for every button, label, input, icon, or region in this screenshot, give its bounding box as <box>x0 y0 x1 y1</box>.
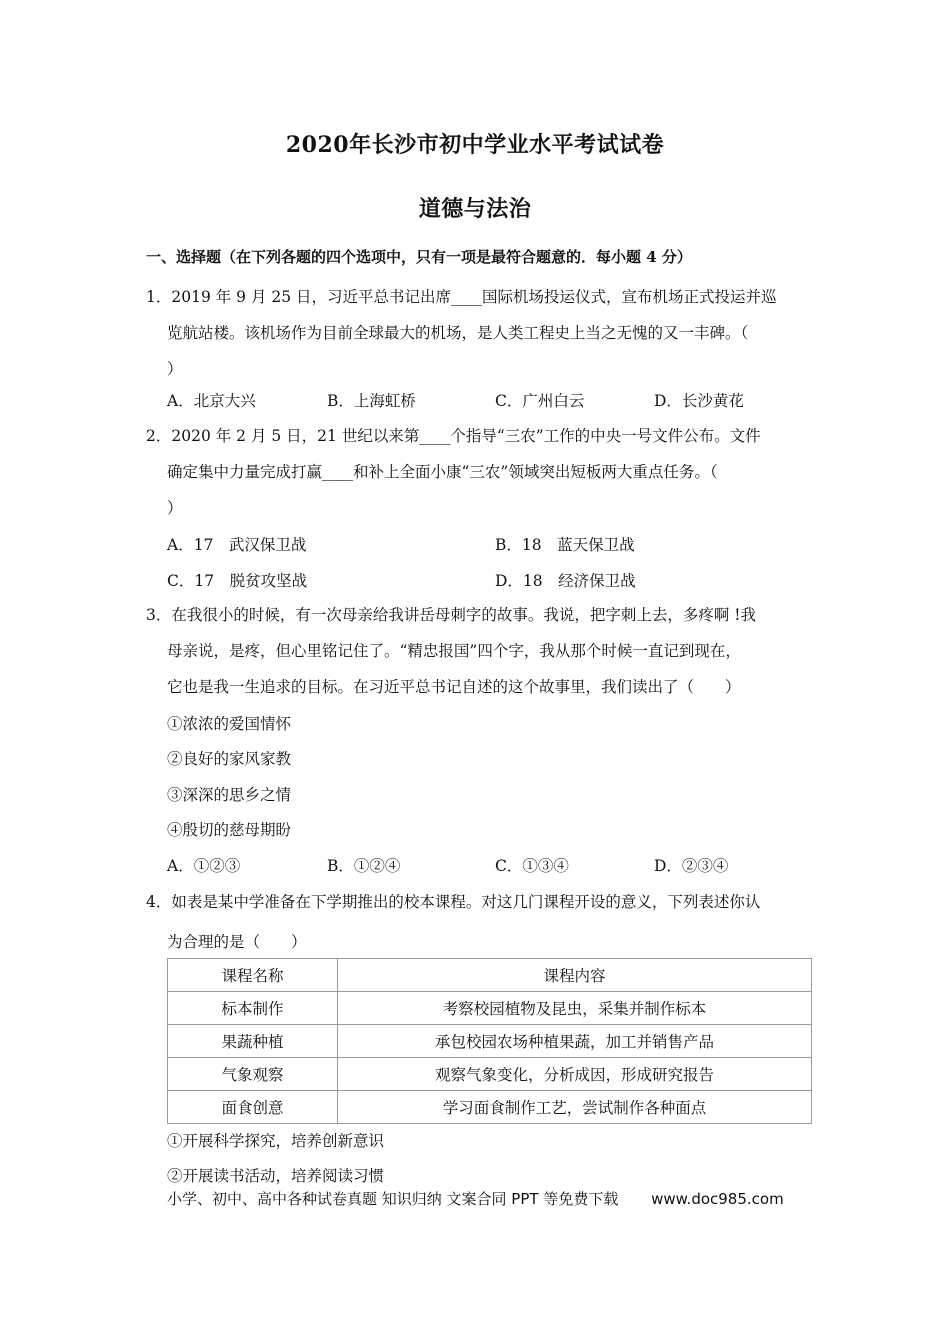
table-cell: 考察校园植物及昆虫，采集并制作标本 <box>338 992 812 1025</box>
option-d[interactable]: D．18 经济保卫战 <box>495 572 636 590</box>
exam-title: 2020年长沙市初中学业水平考试试卷 <box>285 132 665 158</box>
question-text-line: 4．如表是某中学准备在下学期推出的校本课程。对这几门课程开设的意义，下列表述你认 <box>146 893 761 911</box>
question-text-line: 为合理的是（ ） <box>167 933 307 951</box>
option-d[interactable]: D．②③④ <box>654 857 729 875</box>
course-table <box>167 958 812 1124</box>
question-text-line: 母亲说，是疼，但心里铭记住了。“精忠报国”四个字，我从那个时候一直记到现在， <box>167 642 741 660</box>
table-row <box>168 1091 812 1124</box>
question-1 <box>146 279 814 387</box>
statement-1: ①浓浓的爱国情怀 <box>167 715 292 733</box>
option-b[interactable]: B．上海虹桥 <box>327 392 416 410</box>
statement-2: ②良好的家风家教 <box>167 750 292 768</box>
table-header-row <box>168 959 812 992</box>
table-cell: 承包校园农场种植果蔬，加工并销售产品 <box>338 1025 812 1058</box>
question-1-options <box>167 383 817 419</box>
table-cell: 标本制作 <box>168 992 338 1025</box>
question-text-line: 览航站楼。该机场作为目前全球最大的机场，是人类工程史上当之无愧的又一丰碑。（ <box>167 324 749 342</box>
statement-1: ①开展科学探究，培养创新意识 <box>167 1132 385 1150</box>
footer-text: 小学、初中、高中各种试卷真题 知识归纳 文案合同 PPT 等免费下载 <box>167 1190 619 1208</box>
question-3 <box>146 597 814 705</box>
footer-link[interactable]: www.doc985.com <box>651 1190 784 1208</box>
question-text-line: 确定集中力量完成打赢____和补上全面小康“三农”领域突出短板两大重点任务。（ <box>167 463 718 481</box>
option-a[interactable]: A．①②③ <box>167 857 241 875</box>
question-2-options-row-1 <box>167 527 817 563</box>
option-c[interactable]: C．①③④ <box>495 857 569 875</box>
section-heading: 一、选择题（在下列各题的四个选项中，只有一项是最符合题意的．每小题 4 分） <box>146 248 692 266</box>
option-b[interactable]: B．①②④ <box>327 857 401 875</box>
table-cell: 学习面食制作工艺，尝试制作各种面点 <box>338 1091 812 1124</box>
question-4 <box>146 884 814 960</box>
table-cell: 果蔬种植 <box>168 1025 338 1058</box>
question-text-line: ） <box>167 360 183 378</box>
table-row <box>168 1058 812 1091</box>
question-text-line: 它也是我一生追求的目标。在习近平总书记自述的这个故事里，我们读出了（ ） <box>167 678 741 696</box>
option-d[interactable]: D．长沙黄花 <box>654 392 744 410</box>
question-2 <box>146 418 814 526</box>
option-b[interactable]: B．18 蓝天保卫战 <box>495 536 635 554</box>
question-2-options-row-2 <box>167 563 817 599</box>
table-cell: 气象观察 <box>168 1058 338 1091</box>
question-text-line: ） <box>167 499 183 517</box>
question-text-line: 1．2019 年 9 月 25 日，习近平总书记出席____国际机场投运仪式，宣布机场正式投运并巡 <box>146 288 777 306</box>
statement-3: ③深深的思乡之情 <box>167 786 292 804</box>
table-header-cell: 课程内容 <box>338 959 812 992</box>
table-cell: 面食创意 <box>168 1091 338 1124</box>
table-row <box>168 992 812 1025</box>
subject-title: 道德与法治 <box>418 196 532 222</box>
page-footer <box>167 1188 784 1209</box>
option-c[interactable]: C．17 脱贫攻坚战 <box>167 572 308 590</box>
table-cell: 观察气象变化，分析成因，形成研究报告 <box>338 1058 812 1091</box>
question-text-line: 2．2020 年 2 月 5 日，21 世纪以来第____个指导“三农”工作的中央一号文件公布。文件 <box>146 427 761 445</box>
option-c[interactable]: C．广州白云 <box>495 392 585 410</box>
option-a[interactable]: A．17 武汉保卫战 <box>167 536 307 554</box>
table-header-cell: 课程名称 <box>168 959 338 992</box>
statement-4: ④殷切的慈母期盼 <box>167 821 292 839</box>
question-text-line: 3．在我很小的时候，有一次母亲给我讲岳母刺字的故事。我说，把字刺上去，多疼啊 !我 <box>146 606 757 624</box>
option-a[interactable]: A．北京大兴 <box>167 392 256 410</box>
table-row <box>168 1025 812 1058</box>
statement-2: ②开展读书活动，培养阅读习惯 <box>167 1167 385 1185</box>
question-3-options <box>167 848 817 884</box>
